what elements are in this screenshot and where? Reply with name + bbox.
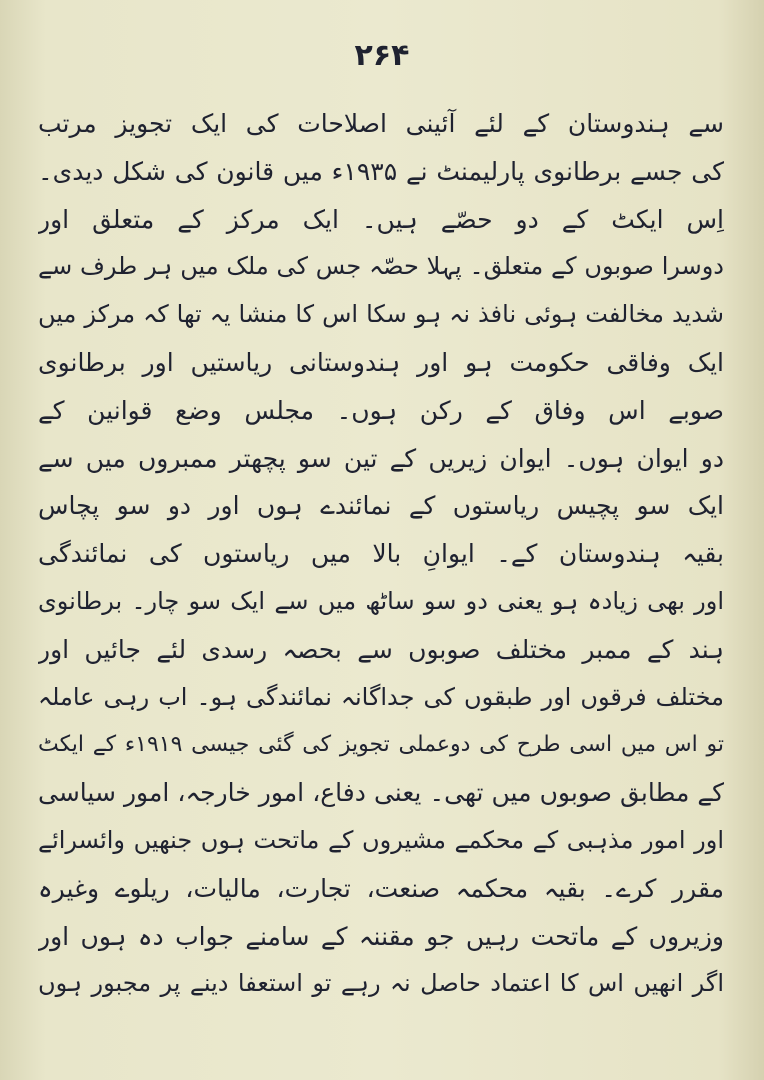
text-line: ایک وفاقی حکومت ہو اور ہندوستانی ریاستیں اور برطانوی	[38, 347, 724, 377]
text-line: شدید مخالفت ہوئی نافذ نہ ہو سکا اس کا منشا یہ تھا کہ مرکز میں	[38, 300, 724, 329]
text-line: مقرر کرے۔ بقیہ محکمہ صنعت، تجارت، مالیات، ریلوے وغیرہ	[38, 873, 724, 903]
text-line: اور امور مذہبی کے محکمے مشیروں کے ماتحت ہوں جنھیں وائسرائے	[38, 825, 724, 854]
text-line: تو اس میں اسی طرح کی دوعملی تجویز کی گئی جیسی ۱۹۱۹ء کے ایکٹ	[38, 732, 724, 758]
text-line: ہند کے ممبر مختلف صوبوں سے بحصہ رسدی لئے جائیں اور	[38, 634, 724, 664]
text-line: دو ایوان ہوں۔ ایوان زیریں کے تین سو پچھتر ممبروں میں سے	[38, 443, 724, 473]
page-number: ۲۶۴	[354, 38, 410, 73]
body-text	[38, 100, 724, 1008]
text-line: اور بھی زیادہ ہو یعنی دو سو ساٹھ میں سے ایک سو چار۔ برطانوی	[38, 586, 724, 615]
text-line: اگر انھیں اس کا اعتماد حاصل نہ رہے تو استعفا دینے پر مجبور ہوں	[38, 969, 724, 998]
text-line: ایک سو پچیس ریاستوں کے نمائندے ہوں اور دو سو پچاس	[38, 491, 724, 521]
text-line: صوبے اس وفاق کے رکن ہوں۔ مجلس وضع قوانین کے	[38, 395, 724, 425]
text-line: کے مطابق صوبوں میں تھی۔ یعنی دفاع، امور خارجہ، امور سیاسی	[38, 778, 724, 808]
text-line: سے ہندوستان کے لئے آئینی اصلاحات کی ایک تجویز مرتب	[38, 109, 724, 138]
text-line: کی جسے برطانوی پارلیمنٹ نے ۱۹۳۵ء میں قانون کی شکل دیدی۔	[38, 156, 724, 186]
text-line: دوسرا صوبوں کے متعلق۔ پہلا حصّہ جس کی ملک میں ہر طرف سے	[38, 252, 724, 281]
text-line: وزیروں کے ماتحت رہیں جو مقننہ کے سامنے جواب دہ ہوں اور	[38, 921, 724, 951]
text-line: اِس ایکٹ کے دو حصّے ہیں۔ ایک مرکز کے متعلق اور	[38, 204, 724, 234]
text-line: مختلف فرقوں اور طبقوں کی جداگانہ نمائندگی ہو۔ اب رہی عاملہ	[38, 682, 724, 711]
text-line: بقیہ ہندوستان کے۔ ایوانِ بالا میں ریاستوں کی نمائندگی	[38, 539, 724, 569]
